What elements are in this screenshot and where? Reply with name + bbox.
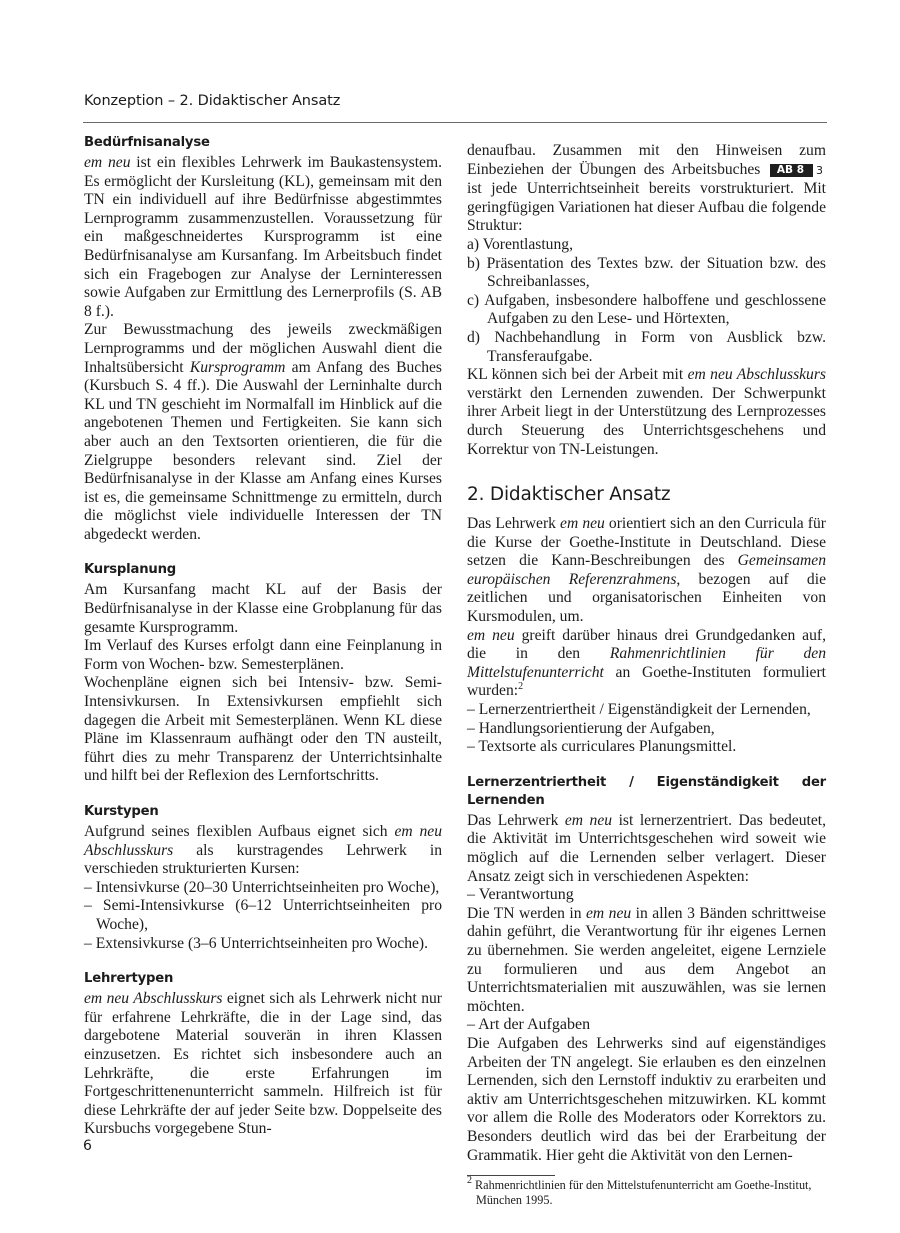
list-item: – Semi-Intensivkurse (6–12 Unterrichtseinheiten pro Woche),	[84, 897, 442, 933]
title-em-neu: em neu	[84, 154, 131, 171]
title-em-neu-abschlusskurs: em neu Abschlusskurs	[84, 990, 223, 1008]
paragraph-text: ist jede Unterrichtseinheit bereits vorstrukturiert. Mit geringfügigen Variationen hat dieser Aufbau die folgende Struktur:	[467, 180, 826, 235]
paragraph	[84, 823, 442, 879]
paragraph-text: ist lernerzentriert. Das bedeutet, die Aktivität im Unterrichtsgeschehen wird soweit wie möglich auf die Lernenden selber verlagert. Dieser Ansatz zeigt sich in verschiedenen Aspekten:	[467, 811, 826, 885]
section-heading: Lernerzentriertheit / Eigenständigkeit der Lernenden	[467, 774, 826, 808]
page-number: 6	[83, 1138, 92, 1154]
paragraph	[467, 627, 826, 701]
lesson-structure-list	[467, 236, 826, 366]
section-lernerzentriertheit	[467, 774, 826, 1165]
list-item: a) Vorentlastung,	[467, 235, 573, 253]
paragraph-text: Das Lehrwerk	[467, 515, 561, 533]
section-heading: Lehrertypen	[84, 971, 174, 987]
spacer	[84, 953, 442, 970]
title-em-neu: em neu	[560, 515, 605, 533]
paragraph	[467, 515, 826, 627]
spacer	[467, 757, 826, 774]
paragraph: Die Aufgaben des Lehrwerks sind auf eigenständiges Arbeiten der TN angelegt. Sie erlauben es den einzelnen Lernenden, sich den Lernstoff induktiv zu erarbeiten und aktiv am Unterrichtsgeschehen mitzuwirken. KL kommt vor allem die Rolle des Moderators oder Korrektors zu. Besonders deutlich wird das bei der Erarbeitung der Grammatik. Hier geht die Aktivität von den Lernen-	[467, 1034, 826, 1164]
paragraph: Wochenpläne eignen sich bei Intensiv- bzw. Semi-Intensivkursen. In Extensivkursen empfiehlt sich dagegen die Arbeit mit Semesterplänen. Wenn KL diese Pläne im Klassenraum aufhängt oder den TN austeilt, führt dies zu mehr Transparenz der Unterrichtsinhalte und hilft bei der Reflexion des Lernfortschritts.	[84, 674, 442, 785]
paragraph-text: , bezogen auf die zeitlichen und organisatorischen Einheiten von Kursmodulen, um.	[467, 570, 826, 626]
header-rule	[83, 122, 827, 123]
paragraph-text: am Anfang des Buches (Kursbuch S. 4 ff.). Die Auswahl der Lerninhalte durch KL und TN geschieht im Normalfall im Hinblick auf die angebotenen Themen und Fertigkeiten. Sie kann sich aber auch an den Textsorten orientieren, die für die Zielgruppe besonders relevant sind. Ziel der Bedürfnisanalyse in der Klasse am Anfang eines Kurses ist es, die gemeinsame Schnittmenge zu ermitteln, durch die möglichst viele individuelle Interessen der TN abgedeckt werden.	[84, 358, 442, 543]
paragraph-text: Zur Bewusstmachung des jeweils zweckmäßigen Lernprogramms und der möglichen Auswahl dient die Inhaltsübersicht	[84, 321, 442, 376]
section-kurstypen	[84, 803, 442, 953]
list-item: – Extensivkurse (3–6 Unterrichtseinheiten pro Woche).	[84, 934, 429, 952]
section-heading: Bedürfnisanalyse	[84, 135, 210, 150]
paragraph-text: an Goethe-Instituten formuliert wurden:	[467, 663, 826, 700]
footnote-marker: 2	[467, 1175, 472, 1187]
paragraph-text: denaufbau. Zusammen mit den Hinweisen zum Einbeziehen der Übungen des Arbeitsbuches	[467, 142, 826, 178]
list-item: – Lernerzentriertheit / Eigenständigkeit der Lernenden,	[467, 701, 811, 719]
paragraph: Am Kursanfang macht KL auf der Basis der Bedürfnisanalyse in der Klasse eine Grobplanung für das gesamte Kursprogramm.	[84, 581, 442, 636]
paragraph-text: Die TN werden in	[467, 904, 586, 922]
title-em-neu: em neu	[564, 811, 613, 829]
list-item: – Textsorte als curriculares Planungsmittel.	[467, 738, 737, 756]
paragraph-text: Aufgrund seines flexiblen Aufbaus eignet sich	[84, 823, 395, 840]
footnote-text: Rahmenrichtlinien für den Mittelstufenunterricht am Goethe-Institut, München 1995.	[472, 1178, 812, 1207]
list-item: b) Präsentation des Textes bzw. der Situation bzw. des Schreibanlasses,	[467, 254, 826, 291]
section-didaktischer-ansatz	[467, 483, 826, 757]
paragraph-text: in allen 3 Bänden schrittweise dahin geführt, die Verantwortung für ihr eigenes Lernen zu übernehmen. Sie werden angeleitet, eigene Lernziele zu formulieren und aus dem Angebot an Unterrichtsmaterialien mit auszuwählen, was sie lernen möchten.	[467, 904, 826, 1015]
section-kursplanung	[84, 561, 442, 786]
title-em-neu: em neu	[586, 904, 632, 922]
paragraph	[467, 142, 826, 236]
paragraph-text: als kurstragendes Lehrwerk in verschieden strukturierten Kursen:	[84, 841, 442, 878]
subheading: – Art der Aufgaben	[467, 1016, 591, 1034]
title-referenzrahmen: Gemeinsamen europäischen Referenzrahmens	[467, 552, 826, 588]
spacer	[84, 544, 442, 561]
paragraph	[84, 321, 442, 544]
paragraph	[467, 366, 826, 459]
section-continuation	[467, 142, 826, 459]
title-em-neu-abschlusskurs: em neu Abschlusskurs	[687, 366, 826, 384]
paragraph	[84, 154, 442, 321]
title-rahmenrichtlinien: Rahmenrichtlinien für den Mittelstufenunterricht	[467, 645, 826, 681]
principles-list	[467, 701, 826, 757]
left-column	[84, 134, 442, 1139]
paragraph-text: Das Lehrwerk	[467, 811, 565, 829]
footnote	[467, 1175, 826, 1207]
workbook-exercise-number: 3	[816, 163, 823, 177]
paragraph-text: greift darüber hinaus drei Grundgedanken auf, die in den	[467, 626, 826, 663]
list-item: c) Aufgaben, insbesondere halboffene und geschlossene Aufgaben zu den Lese- und Hörtexten,	[467, 291, 826, 328]
spacer	[84, 786, 442, 803]
workbook-reference-badge: AB 8	[770, 164, 813, 177]
title-kursprogramm: Kursprogramm	[189, 358, 286, 376]
subheading: – Verantwortung	[467, 886, 574, 904]
paragraph-text: verstärkt den Lernenden zuwenden. Der Schwerpunkt ihrer Arbeit liegt in der Unterstützung des Lernprozesses durch Steuerung des Unterrichtsgeschehens und Korrektur von TN-Leistungen.	[467, 384, 826, 458]
paragraph-text: eignet sich als Lehrwerk nicht nur für erfahrene Lehrkräfte, die in der Lage sind, das dargebotene Material souverän in ihren Klassen einzusetzen. Es richtet sich insbesondere auch an Lehrkräfte, die erste Erfahrungen im Fortgeschrittenenunterricht sammeln. Hilfreich ist für diese Lehrkräfte der auf jeder Seite bzw. Doppelseite des Kursbuchs vorgegebene Stun-	[84, 990, 442, 1138]
paragraph: Im Verlauf des Kurses erfolgt dann eine Feinplanung in Form von Wochen- bzw. Semesterplänen.	[84, 637, 442, 673]
right-column	[467, 142, 826, 1207]
running-title: Konzeption – 2. Didaktischer Ansatz	[84, 93, 341, 109]
title-em-neu: em neu	[467, 626, 515, 644]
course-type-list	[84, 879, 442, 953]
paragraph	[467, 905, 826, 1017]
paragraph-text: orientiert sich an den Curricula für die Kurse der Goethe-Institute in Deutschland. Diese setzen die Kann-Beschreibungen des	[467, 515, 826, 570]
title-em-neu-abschlusskurs: em neu Abschlusskurs	[84, 823, 442, 859]
paragraph-text: ist ein flexibles Lehrwerk im Baukastensystem. Es ermöglicht der Kursleitung (KL), gemeinsam mit den TN ein individuell auf ihre Bedürfnisse abgestimmtes Lernprogramm zusammenzustellen. Voraussetzung für ein maßgeschneidertes Kursprogramm ist eine Bedürfnisanalyse am Kursanfang. Im Arbeitsbuch findet sich ein Fragebogen zur Analyse der Lerninteressen sowie Aufgaben zur Ermittlung des Lernerprofils (S. AB 8 f.).	[84, 154, 442, 320]
section-beduerfnisanalyse	[84, 134, 442, 544]
list-item: – Intensivkurse (20–30 Unterrichtseinheiten pro Woche),	[84, 878, 440, 896]
footnote-rule	[467, 1175, 555, 1176]
footnote-reference[interactable]: 2	[518, 681, 524, 693]
section-heading: Kursplanung	[84, 562, 176, 578]
paragraph-text: KL können sich bei der Arbeit mit	[467, 366, 688, 384]
section-lehrertypen	[84, 970, 442, 1139]
section-heading: Kurstypen	[84, 804, 159, 819]
paragraph	[84, 990, 442, 1139]
chapter-heading: 2. Didaktischer Ansatz	[467, 484, 671, 506]
list-item: d) Nachbehandlung in Form von Ausblick bzw. Transferaufgabe.	[467, 328, 826, 365]
spacer	[467, 459, 826, 483]
paragraph	[467, 812, 826, 886]
list-item: – Handlungsorientierung der Aufgaben,	[467, 719, 715, 737]
